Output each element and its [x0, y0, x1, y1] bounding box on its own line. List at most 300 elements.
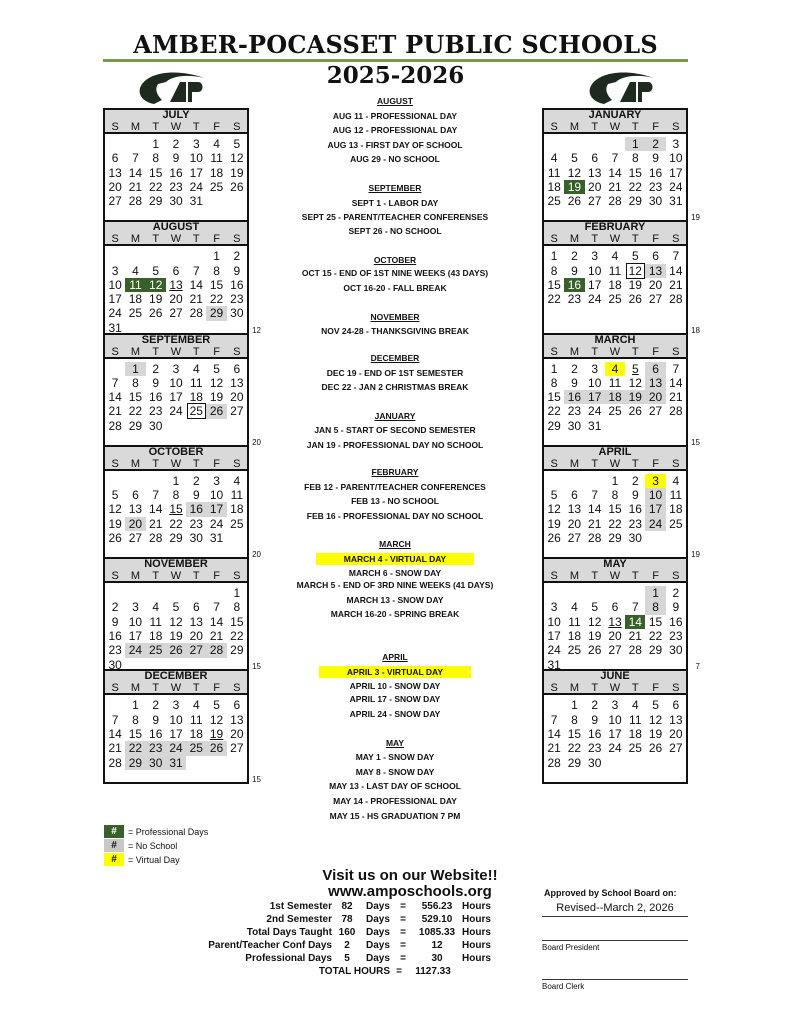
- weekday-label: F: [213, 570, 220, 583]
- empty-day: [166, 586, 186, 600]
- weekday-label: T: [631, 233, 639, 246]
- weekday-label: S: [111, 457, 119, 470]
- day-cell: 4: [571, 600, 578, 615]
- day-grid: [544, 695, 686, 769]
- day-cell: 27: [108, 194, 122, 209]
- day-grid: [105, 359, 247, 433]
- weekday-header: [544, 346, 686, 359]
- day-cell: 9: [571, 375, 578, 390]
- weekday-header: [544, 682, 686, 695]
- day-cell: 18: [567, 629, 582, 644]
- weekday-label: M: [569, 457, 579, 470]
- day-cell: 25: [209, 179, 224, 194]
- day-cell: 15: [128, 390, 143, 405]
- day-grid: [544, 359, 686, 433]
- day-cell: 23: [567, 404, 582, 419]
- day-cell: 27: [230, 404, 244, 419]
- day-cell: 3: [550, 600, 558, 615]
- month-august: [103, 220, 261, 335]
- day-cell: 15: [547, 390, 561, 405]
- event-item: [280, 811, 510, 822]
- weekday-label: S: [233, 233, 241, 246]
- stats-hours: 12: [431, 940, 443, 951]
- day-cell: 24: [645, 517, 665, 531]
- day-cell: 5: [591, 600, 599, 615]
- empty-day: [605, 137, 625, 151]
- event-text: AUG 29 - NO SCHOOL: [350, 154, 440, 164]
- empty-day: [105, 249, 125, 263]
- event-item: [280, 326, 510, 337]
- weekday-label: W: [170, 345, 182, 358]
- weekday-label: T: [152, 682, 160, 695]
- stats-hunit: Hours: [462, 901, 491, 912]
- event-item: [280, 667, 510, 678]
- day-cell: 23: [189, 516, 203, 531]
- empty-day: [564, 586, 584, 600]
- event-text: AUG 11 - PROFESSIONAL DAY: [332, 111, 458, 121]
- day-cell: 26: [547, 531, 561, 546]
- month-name: JANUARY: [544, 110, 686, 121]
- day-cell: 3: [111, 263, 119, 278]
- day-cell: 31: [669, 194, 683, 209]
- day-cell: 8: [132, 375, 139, 390]
- event-text: MARCH 6 - SNOW DAY: [348, 568, 442, 578]
- empty-day: [605, 586, 625, 600]
- empty-day: [125, 474, 145, 488]
- day-cell: 6: [233, 698, 241, 713]
- weekday-label: S: [550, 570, 558, 583]
- event-month-heading: [280, 738, 510, 749]
- day-cell: 30: [146, 756, 166, 770]
- weekday-label: S: [111, 233, 119, 246]
- weekday-label: S: [233, 570, 241, 583]
- empty-day: [105, 137, 125, 151]
- day-cell: 14: [189, 277, 203, 292]
- weekday-label: M: [130, 345, 140, 358]
- day-cell: 16: [186, 502, 206, 516]
- day-cell: 22: [547, 292, 561, 307]
- stats-label: Total Days Taught: [246, 927, 332, 938]
- day-cell: 6: [111, 151, 119, 166]
- day-cell: 23: [567, 292, 582, 307]
- day-cell: 6: [132, 488, 139, 503]
- day-cell: 30: [189, 531, 203, 546]
- day-cell: 18: [209, 165, 224, 180]
- day-cell: 13: [645, 264, 665, 278]
- day-cell: 10: [169, 375, 183, 390]
- day-cell: 4: [192, 698, 200, 713]
- day-cell: 21: [669, 277, 683, 292]
- weekday-label: T: [192, 682, 200, 695]
- event-text: OCTOBER: [373, 255, 417, 265]
- day-cell: 7: [213, 600, 220, 615]
- day-cell: 26: [166, 643, 186, 657]
- day-cell: 31: [166, 756, 186, 770]
- day-cell: 12: [108, 502, 122, 517]
- event-item: [280, 496, 510, 507]
- stats-days: 5: [344, 953, 350, 964]
- empty-day: [146, 249, 166, 263]
- stats-label: Parent/Teacher Conf Days: [208, 940, 332, 951]
- day-cell: 18: [547, 179, 561, 194]
- event-item: [280, 212, 510, 223]
- day-cell: 20: [125, 517, 145, 531]
- day-cell: 1: [125, 362, 145, 376]
- event-text: MAY 13 - LAST DAY OF SCHOOL: [329, 781, 461, 791]
- day-cell: 2: [571, 361, 578, 376]
- day-cell: 17: [189, 165, 203, 180]
- day-cell: 14: [108, 390, 122, 405]
- event-text: MAY 15 - HS GRADUATION 7 PM: [329, 811, 461, 821]
- event-item: [280, 767, 510, 778]
- month-november: [103, 557, 261, 672]
- weekday-label: W: [609, 682, 621, 695]
- day-cell: 4: [631, 698, 639, 713]
- day-cell: 8: [550, 375, 558, 390]
- day-cell: 30: [108, 657, 122, 672]
- event-text: DEC 22 - JAN 2 CHRISTMAS BREAK: [321, 382, 469, 392]
- day-cell: 8: [631, 151, 639, 166]
- empty-day: [166, 249, 186, 263]
- day-grid: [105, 134, 247, 208]
- day-grid: [105, 695, 247, 769]
- board-clerk-signature: Board Clerk: [542, 979, 688, 991]
- weekday-label: T: [591, 345, 599, 358]
- day-cell: 13: [645, 376, 665, 390]
- day-cell: 10: [547, 614, 561, 629]
- day-cell: 11: [608, 375, 622, 390]
- day-cell: 2: [172, 137, 180, 151]
- day-cell: 3: [192, 137, 200, 151]
- day-cell: 5: [111, 488, 119, 503]
- day-cell: 7: [192, 263, 200, 278]
- school-day-count: 19: [691, 550, 700, 560]
- day-cell: 18: [189, 727, 203, 742]
- day-cell: 4: [605, 362, 625, 376]
- day-cell: 31: [209, 531, 224, 546]
- day-cell: 30: [588, 755, 602, 770]
- day-cell: 27: [169, 306, 183, 321]
- weekday-label: M: [130, 233, 140, 246]
- day-cell: 3: [591, 249, 599, 264]
- day-cell: 17: [608, 727, 622, 742]
- day-cell: 20: [588, 179, 602, 194]
- day-cell: 22: [125, 741, 145, 755]
- day-cell: 24: [547, 643, 561, 658]
- weekday-label: S: [111, 121, 119, 133]
- day-cell: 5: [550, 488, 558, 503]
- day-cell: 6: [611, 600, 619, 615]
- day-cell: 31: [108, 320, 122, 335]
- school-day-count: 20: [252, 437, 261, 447]
- legend-label: = No School: [128, 840, 178, 851]
- event-month-heading: [280, 183, 510, 194]
- day-cell: 25: [567, 643, 582, 658]
- weekday-label: S: [672, 457, 680, 470]
- day-cell: 23: [169, 179, 183, 194]
- day-cell: 14: [128, 165, 143, 180]
- day-cell: 8: [550, 263, 558, 278]
- day-cell: 20: [669, 727, 683, 742]
- month-december: [103, 669, 261, 784]
- day-cell: 3: [645, 474, 665, 488]
- day-cell: 24: [169, 404, 183, 419]
- day-cell: 7: [611, 151, 619, 166]
- day-cell: 31: [588, 418, 602, 433]
- weekday-header: [105, 121, 247, 134]
- event-item: [280, 125, 510, 136]
- day-cell: 26: [206, 404, 226, 418]
- approval-heading: Approved by School Board on:: [544, 888, 677, 898]
- weekday-label: M: [569, 682, 579, 695]
- day-cell: 10: [588, 375, 602, 390]
- month-name: NOVEMBER: [105, 559, 247, 570]
- weekday-label: S: [672, 345, 680, 358]
- weekday-label: T: [192, 233, 200, 246]
- day-cell: 10: [128, 614, 143, 629]
- day-cell: 14: [625, 615, 645, 629]
- day-cell: 2: [152, 698, 160, 713]
- month-name: SEPTEMBER: [105, 335, 247, 346]
- event-item: [280, 382, 510, 393]
- weekday-label: T: [152, 570, 160, 583]
- weekday-label: M: [130, 121, 140, 133]
- event-item: [280, 681, 510, 692]
- legend-label: = Virtual Day: [128, 854, 180, 865]
- stats-hunit: Hours: [462, 953, 491, 964]
- empty-day: [544, 474, 564, 488]
- day-cell: 4: [550, 151, 558, 166]
- day-cell: 23: [628, 516, 642, 531]
- day-cell: 1: [625, 137, 645, 151]
- day-cell: 19: [230, 165, 244, 180]
- day-cell: 14: [547, 727, 561, 742]
- day-cell: 26: [567, 194, 582, 209]
- day-cell: 29: [628, 194, 642, 209]
- day-cell: 18: [128, 292, 143, 307]
- day-cell: 5: [631, 361, 639, 376]
- day-cell: 24: [669, 179, 683, 194]
- day-cell: 25: [628, 741, 642, 756]
- stats-unit: Days: [366, 940, 390, 951]
- day-cell: 12: [588, 614, 602, 629]
- event-text: OCT 15 - END OF 1ST NINE WEEKS (43 DAYS): [301, 268, 489, 278]
- day-grid: [105, 583, 247, 672]
- stats-row: [130, 940, 502, 951]
- empty-day: [146, 474, 166, 488]
- day-cell: 15: [149, 165, 163, 180]
- day-cell: 1: [132, 698, 139, 713]
- day-cell: 16: [108, 629, 122, 644]
- event-text: FEB 12 - PARENT/TEACHER CONFERENCES: [304, 482, 486, 492]
- day-cell: 3: [172, 361, 180, 376]
- event-text: DEC 19 - END OF 1ST SEMESTER: [326, 368, 464, 378]
- day-cell: 28: [189, 306, 203, 321]
- day-cell: 21: [608, 179, 622, 194]
- stats-eq: =: [400, 927, 406, 938]
- weekday-header: [544, 121, 686, 134]
- day-cell: 27: [608, 643, 622, 658]
- day-cell: 28: [608, 194, 622, 209]
- event-text: AUG 13 - FIRST DAY OF SCHOOL: [327, 140, 463, 150]
- event-text: APRIL 24 - SNOW DAY: [349, 709, 441, 719]
- day-cell: 13: [608, 614, 622, 629]
- school-title: AMBER-POCASSET PUBLIC SCHOOLS: [133, 30, 658, 59]
- weekday-label: W: [609, 457, 621, 470]
- day-cell: 15: [209, 277, 224, 292]
- day-cell: 16: [564, 390, 584, 404]
- day-cell: 2: [591, 698, 599, 713]
- day-cell: 11: [210, 151, 223, 166]
- event-text: FEB 16 - PROFESSIONAL DAY NO SCHOOL: [306, 511, 484, 521]
- day-cell: 4: [233, 473, 241, 488]
- day-cell: 8: [213, 263, 220, 278]
- empty-day: [125, 249, 145, 263]
- spring-calendar-column: [542, 109, 700, 784]
- event-text: AUGUST: [377, 96, 413, 106]
- day-cell: 14: [149, 502, 163, 517]
- day-cell: 8: [611, 488, 619, 503]
- day-cell: 5: [152, 263, 160, 278]
- empty-day: [544, 586, 564, 600]
- empty-day: [564, 137, 584, 151]
- website-link[interactable]: www.amposchools.org: [328, 883, 492, 900]
- month-name: FEBRUARY: [544, 222, 686, 233]
- day-cell: 2: [233, 249, 241, 264]
- day-cell: 7: [111, 712, 119, 727]
- day-cell: 25: [608, 404, 622, 419]
- weekday-header: [544, 570, 686, 583]
- weekday-header: [105, 458, 247, 471]
- board-president-signature: Board President: [542, 940, 688, 952]
- day-cell: 1: [645, 586, 665, 600]
- stats-hours: 529.10: [421, 914, 453, 925]
- event-text: SEPT 25 - PARENT/TEACHER CONFERENSES: [301, 212, 489, 222]
- event-text: NOVEMBER: [370, 312, 420, 322]
- day-cell: 10: [169, 712, 183, 727]
- event-item: [280, 111, 510, 122]
- weekday-label: T: [591, 457, 599, 470]
- day-cell: 7: [550, 712, 558, 727]
- day-cell: 3: [611, 698, 619, 713]
- day-cell: 25: [547, 194, 561, 209]
- event-text: OCT 16-20 - FALL BREAK: [343, 283, 447, 293]
- day-cell: 10: [189, 151, 203, 166]
- day-cell: 28: [149, 531, 163, 546]
- day-cell: 16: [564, 278, 584, 292]
- weekday-label: M: [130, 682, 140, 695]
- day-cell: 6: [652, 249, 659, 264]
- day-cell: 24: [588, 404, 602, 419]
- day-cell: 7: [152, 488, 160, 503]
- day-cell: 15: [567, 727, 582, 742]
- day-cell: 18: [230, 502, 244, 517]
- day-cell: 29: [547, 418, 561, 433]
- empty-day: [544, 698, 564, 712]
- day-cell: 8: [172, 488, 180, 503]
- weekday-label: T: [591, 570, 599, 583]
- day-cell: 11: [547, 165, 561, 180]
- event-text: FEBRUARY: [371, 467, 419, 477]
- day-cell: 25: [186, 741, 206, 755]
- day-cell: 18: [189, 390, 203, 405]
- weekday-label: F: [652, 233, 659, 246]
- day-cell: 5: [631, 249, 639, 264]
- event-text: MAY 14 - PROFESSIONAL DAY: [333, 796, 457, 806]
- day-cell: 8: [152, 151, 160, 166]
- month-name: MARCH: [544, 335, 686, 346]
- total-label: TOTAL HOURS: [318, 966, 390, 977]
- day-cell: 20: [230, 390, 244, 405]
- weekday-header: [105, 346, 247, 359]
- event-item: [280, 268, 510, 279]
- empty-day: [585, 586, 605, 600]
- day-cell: 27: [128, 531, 143, 546]
- legend-professional: [104, 825, 208, 838]
- weekday-label: S: [233, 121, 241, 133]
- stats-days: 2: [344, 940, 350, 951]
- day-cell: 22: [128, 404, 143, 419]
- day-cell: 19: [648, 727, 663, 742]
- day-cell: 9: [111, 614, 119, 629]
- stats-label: Professional Days: [245, 953, 332, 964]
- stats-hunit: Hours: [462, 914, 491, 925]
- weekday-label: S: [111, 345, 119, 358]
- day-cell: 3: [591, 361, 599, 376]
- weekday-label: F: [213, 345, 220, 358]
- event-month-heading: [280, 255, 510, 266]
- day-cell: 29: [149, 194, 163, 209]
- day-cell: 14: [669, 263, 683, 278]
- empty-day: [585, 137, 605, 151]
- event-text: JAN 19 - PROFESSIONAL DAY NO SCHOOL: [306, 440, 484, 450]
- day-cell: 15: [547, 277, 561, 292]
- day-cell: 4: [213, 137, 220, 151]
- day-cell: 11: [125, 278, 145, 292]
- weekday-label: T: [152, 345, 160, 358]
- day-cell: 30: [230, 306, 244, 321]
- weekday-label: T: [152, 457, 160, 470]
- day-cell: 21: [108, 404, 122, 419]
- weekday-label: M: [569, 570, 579, 583]
- day-cell: 7: [132, 151, 139, 166]
- fall-calendar-column: [103, 109, 261, 784]
- day-cell: 28: [547, 755, 561, 770]
- day-cell: 1: [213, 249, 220, 264]
- stats-hours: 1085.33: [418, 927, 456, 938]
- day-cell: 24: [209, 516, 224, 531]
- weekday-label: W: [609, 233, 621, 246]
- day-cell: 16: [169, 165, 183, 180]
- event-item: [280, 709, 510, 720]
- day-cell: 21: [669, 390, 683, 405]
- day-cell: 22: [628, 179, 642, 194]
- day-cell: 13: [669, 712, 683, 727]
- day-cell: 24: [588, 292, 602, 307]
- weekday-header: [105, 233, 247, 246]
- weekday-label: T: [152, 121, 160, 133]
- day-cell: 4: [132, 263, 139, 278]
- month-name: JULY: [105, 110, 247, 121]
- weekday-label: F: [213, 121, 220, 133]
- day-cell: 17: [585, 390, 605, 404]
- weekday-label: T: [192, 570, 200, 583]
- event-text: MAY 8 - SNOW DAY: [355, 767, 435, 777]
- legend-swatch: #: [104, 853, 124, 866]
- day-cell: 10: [669, 151, 683, 166]
- event-month-heading: [280, 411, 510, 422]
- day-cell: 3: [213, 473, 220, 488]
